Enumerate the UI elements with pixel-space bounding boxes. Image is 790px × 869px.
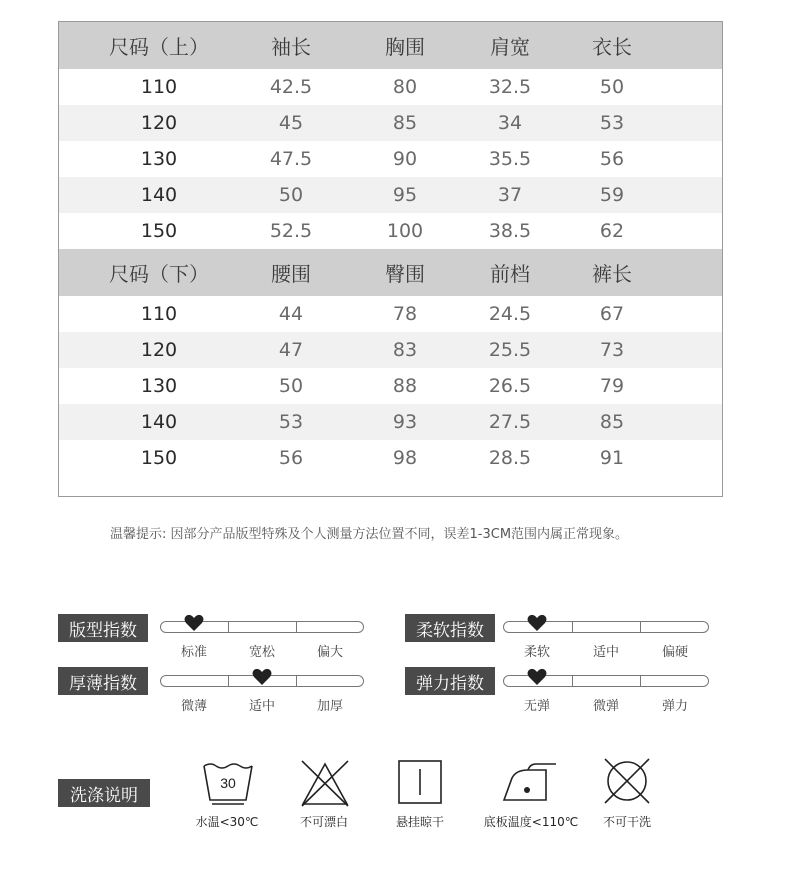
heart-icon: [184, 614, 204, 632]
value-cell: 62: [599, 220, 625, 242]
no-dry-clean-icon: [601, 756, 653, 806]
table-row: [59, 404, 722, 440]
scale-label: 偏硬: [661, 645, 689, 660]
scale-divider: [640, 675, 641, 687]
bottom-header-row: [59, 249, 722, 296]
wash-title: 洗涤说明: [58, 779, 150, 807]
value-cell: 100: [386, 220, 424, 242]
wash-label: 悬挂晾干: [395, 815, 445, 829]
scale-divider: [572, 621, 573, 633]
header-cell: 尺码（上）: [109, 35, 209, 59]
header-cell: 腰围: [271, 262, 311, 286]
table-row: [59, 177, 722, 213]
index-title: 弹力指数: [405, 667, 495, 695]
value-cell: 85: [392, 112, 418, 134]
index-title: 柔软指数: [405, 614, 495, 642]
scale-divider: [228, 675, 229, 687]
value-cell: 53: [599, 112, 625, 134]
header-cell: 胸围: [385, 35, 425, 59]
scale-divider: [640, 621, 641, 633]
table-row: [59, 69, 722, 105]
table-row: [59, 440, 722, 476]
heart-icon: [527, 614, 547, 632]
size-cell: 130: [140, 148, 178, 170]
scale-label: 微薄: [180, 699, 208, 714]
value-cell: 67: [599, 303, 625, 325]
scale-divider: [296, 621, 297, 633]
wash-label: 底板温度<110℃: [483, 815, 579, 829]
size-cell: 110: [140, 76, 178, 98]
value-cell: 47.5: [269, 148, 313, 170]
scale-divider: [572, 675, 573, 687]
table-row: [59, 105, 722, 141]
value-cell: 56: [599, 148, 625, 170]
header-cell: 尺码（下）: [109, 262, 209, 286]
heart-icon: [252, 668, 272, 686]
table-row: [59, 368, 722, 404]
wash-30-icon: [201, 760, 255, 806]
value-cell: 24.5: [488, 303, 532, 325]
scale-label: 微弹: [592, 699, 620, 714]
value-cell: 95: [392, 184, 418, 206]
value-cell: 42.5: [269, 76, 313, 98]
scale-label: 宽松: [248, 645, 276, 660]
wash-temp-text: 30: [220, 775, 236, 791]
value-cell: 34: [497, 112, 523, 134]
value-cell: 85: [599, 411, 625, 433]
top-header-row: [59, 22, 722, 69]
value-cell: 45: [278, 112, 304, 134]
header-cell: 袖长: [271, 35, 311, 59]
value-cell: 78: [392, 303, 418, 325]
scale-label: 适中: [592, 645, 620, 660]
scale-label: 标准: [180, 645, 208, 660]
table-row: [59, 213, 722, 249]
value-cell: 27.5: [488, 411, 532, 433]
value-cell: 73: [599, 339, 625, 361]
tip-text: 温馨提示: 因部分产品版型特殊及个人测量方法位置不同，误差1-3CM范围内属正常现象。: [110, 527, 629, 542]
value-cell: 44: [278, 303, 304, 325]
value-cell: 50: [599, 76, 625, 98]
value-cell: 59: [599, 184, 625, 206]
value-cell: 32.5: [488, 76, 532, 98]
scale-label: 适中: [248, 699, 276, 714]
wash-label: 不可漂白: [299, 815, 349, 829]
wash-label: 不可干洗: [602, 815, 652, 829]
index-title: 版型指数: [58, 614, 148, 642]
value-cell: 80: [392, 76, 418, 98]
size-cell: 140: [140, 411, 178, 433]
size-cell: 140: [140, 184, 178, 206]
scale-label: 偏大: [316, 645, 344, 660]
table-row: [59, 141, 722, 177]
value-cell: 50: [278, 375, 304, 397]
scale-label: 弹力: [661, 699, 689, 714]
scale-divider: [228, 621, 229, 633]
value-cell: 98: [392, 447, 418, 469]
size-cell: 150: [140, 447, 178, 469]
header-cell: 肩宽: [490, 35, 530, 59]
value-cell: 52.5: [269, 220, 313, 242]
scale-label: 柔软: [523, 645, 551, 660]
size-table: [58, 21, 723, 497]
size-cell: 120: [140, 112, 178, 134]
no-bleach-icon: [298, 758, 352, 808]
value-cell: 37: [497, 184, 523, 206]
value-cell: 90: [392, 148, 418, 170]
value-cell: 53: [278, 411, 304, 433]
scale-label: 无弹: [523, 699, 551, 714]
size-cell: 110: [140, 303, 178, 325]
value-cell: 35.5: [488, 148, 532, 170]
table-row: [59, 296, 722, 332]
hang-dry-icon: [397, 759, 443, 805]
header-cell: 前档: [490, 262, 530, 286]
value-cell: 38.5: [488, 220, 532, 242]
header-cell: 臀围: [385, 262, 425, 286]
wash-label: 水温<30℃: [195, 815, 259, 829]
iron-icon: [500, 760, 560, 804]
size-cell: 150: [140, 220, 178, 242]
size-cell: 120: [140, 339, 178, 361]
value-cell: 25.5: [488, 339, 532, 361]
value-cell: 93: [392, 411, 418, 433]
value-cell: 83: [392, 339, 418, 361]
scale-divider: [296, 675, 297, 687]
value-cell: 79: [599, 375, 625, 397]
scale-label: 加厚: [316, 699, 344, 714]
value-cell: 56: [278, 447, 304, 469]
value-cell: 28.5: [488, 447, 532, 469]
table-row: [59, 332, 722, 368]
value-cell: 47: [278, 339, 304, 361]
header-cell: 衣长: [592, 35, 632, 59]
value-cell: 50: [278, 184, 304, 206]
value-cell: 26.5: [488, 375, 532, 397]
index-title: 厚薄指数: [58, 667, 148, 695]
header-cell: 裤长: [592, 262, 632, 286]
size-cell: 130: [140, 375, 178, 397]
heart-icon: [527, 668, 547, 686]
value-cell: 88: [392, 375, 418, 397]
value-cell: 91: [599, 447, 625, 469]
